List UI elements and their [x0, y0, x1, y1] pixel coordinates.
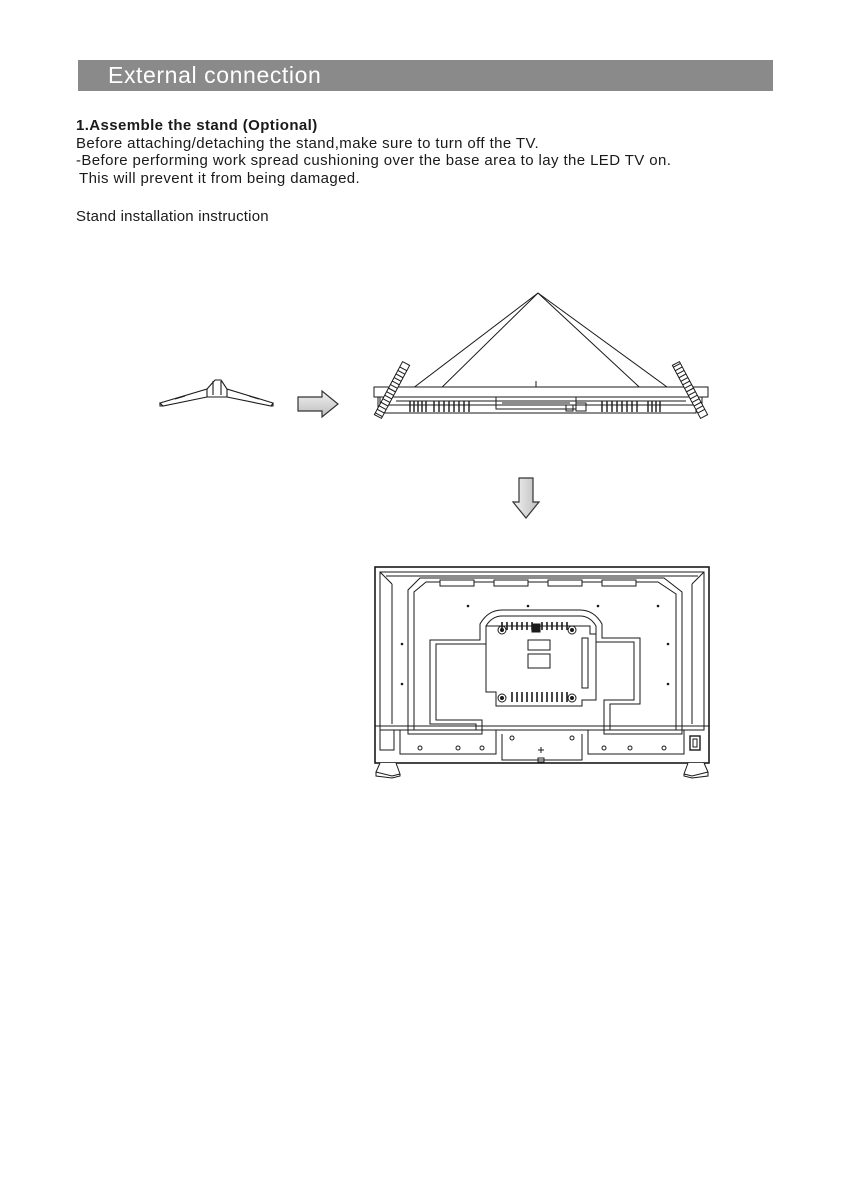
- down-arrow-icon: [511, 476, 541, 520]
- instructions-text: [76, 117, 796, 187]
- page-title: External connection: [108, 62, 322, 88]
- tv-back-with-stand-icon: [372, 564, 712, 778]
- figure-caption: Stand installation instruction: [76, 208, 269, 225]
- tv-face-down-icon: [366, 285, 716, 435]
- right-arrow-icon: [296, 389, 340, 419]
- tv-stand-leg-icon: [155, 375, 280, 415]
- section-heading: 1.Assemble the stand (Optional): [76, 117, 318, 134]
- instruction-line-1: Before attaching/detaching the stand,make sure to turn off the TV.: [76, 134, 540, 152]
- instruction-line-2: -Before performing work spread cushioning over the base area to lay the LED TV on.: [76, 152, 672, 169]
- section-header-bar: [78, 60, 773, 91]
- instruction-line-3: This will prevent it from being damaged.: [79, 169, 361, 187]
